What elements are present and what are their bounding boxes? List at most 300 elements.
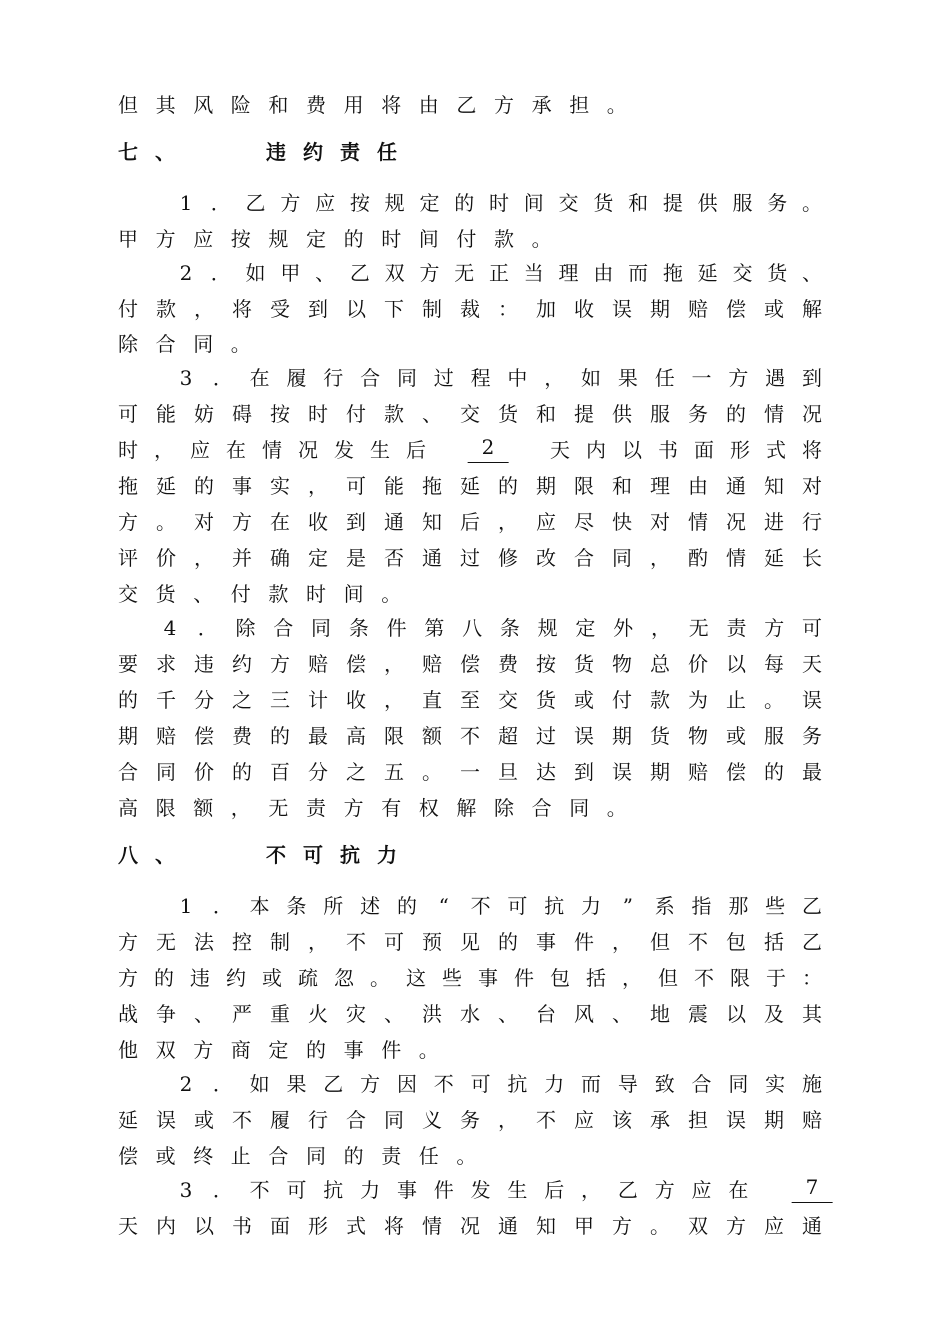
text-char: 可 (802, 616, 822, 640)
text-char: 加 (536, 297, 556, 321)
text-char: 违 (194, 652, 214, 676)
text-char: 用 (343, 93, 364, 117)
text-char: 责 (306, 796, 326, 820)
text-char: 抗 (340, 843, 360, 867)
text-char: 求 (156, 652, 176, 676)
text-char: 八 (118, 843, 138, 867)
text-char: 正 (489, 261, 509, 285)
text-char: 合 (691, 1072, 712, 1096)
text-char: 通 (422, 546, 442, 570)
text-char: 违 (266, 140, 286, 164)
text-char: 对 (650, 510, 670, 534)
text-char: 达 (536, 760, 556, 784)
text-char: 应 (536, 510, 556, 534)
text-char: 4 (163, 616, 177, 640)
text-char: 式 (346, 1214, 366, 1238)
text-char: 将 (381, 93, 402, 117)
text-char: 交 (498, 688, 518, 712)
text-char: 那 (728, 894, 749, 918)
text-char: 由 (688, 474, 708, 498)
text-char: 不 (346, 930, 366, 954)
text-char: 义 (422, 1108, 442, 1132)
text-char: 或 (194, 1108, 214, 1132)
text-char: 3 (179, 366, 193, 390)
text-char: 包 (726, 930, 746, 954)
text-char: 情 (764, 402, 784, 426)
text-char: 同 (306, 1144, 326, 1168)
text-char: 、 (193, 582, 214, 606)
text-char: 。 (764, 688, 784, 712)
text-char: 定 (268, 1038, 289, 1062)
text-char: 期 (650, 297, 670, 321)
text-char: 交 (558, 191, 579, 215)
text-char: 高 (346, 724, 366, 748)
text-char: 事 (536, 930, 556, 954)
text-char: 延 (764, 546, 784, 570)
text-char: ， (650, 616, 671, 640)
text-char: 时 (489, 191, 509, 215)
text-char: 进 (764, 510, 784, 534)
text-char: 可 (118, 402, 138, 426)
text-char: ： (802, 966, 822, 990)
text-char: 力 (360, 1178, 381, 1202)
text-char: 双 (688, 1214, 708, 1238)
text-char: 延 (118, 1108, 138, 1132)
text-char: 通 (498, 1214, 518, 1238)
text-char: 风 (574, 1002, 594, 1026)
text-char: 、 (315, 261, 336, 285)
text-char: 误 (726, 1108, 746, 1132)
text-char: 同 (384, 1108, 404, 1132)
text-char: 书 (232, 1214, 252, 1238)
text-char: 付 (118, 297, 138, 321)
text-char: 包 (550, 966, 570, 990)
text-char: 。 (156, 510, 176, 534)
text-char: 的 (726, 402, 746, 426)
text-line (0, 1172, 950, 1208)
text-char: 方 (118, 930, 138, 954)
text-char: 规 (268, 227, 289, 251)
text-char: ， (498, 1108, 518, 1132)
text-char: 通 (384, 510, 404, 534)
text-char: 一 (460, 760, 480, 784)
text-char: 是 (346, 546, 366, 570)
text-char: 按 (230, 227, 251, 251)
text-char: 过 (433, 366, 454, 390)
text-char: 合 (118, 760, 138, 784)
text-char: 在 (270, 510, 290, 534)
text-char: ． (212, 1178, 233, 1202)
text-char: 果 (286, 1072, 307, 1096)
text-line (0, 360, 950, 396)
text-char: 发 (334, 438, 354, 462)
text-char: 拖 (662, 261, 683, 285)
text-line (0, 682, 950, 718)
text-char: 后 (460, 510, 480, 534)
text-char: ” (622, 894, 633, 918)
text-char: 理 (650, 474, 670, 498)
text-char: ． (212, 894, 233, 918)
text-char: 抗 (323, 1178, 344, 1202)
text-char: 括 (764, 930, 784, 954)
text-char: 生 (507, 1178, 528, 1202)
text-line (0, 1102, 950, 1138)
text-char: 。 (802, 191, 822, 215)
text-char: 服 (650, 402, 670, 426)
text-char: 同 (569, 796, 590, 820)
text-char: 如 (581, 366, 602, 390)
text-char: 收 (308, 510, 328, 534)
text-char: ， (308, 930, 328, 954)
text-char: 水 (460, 1002, 480, 1026)
text-char: 同 (193, 332, 214, 356)
text-char: 、 (384, 1002, 404, 1026)
text-char: 或 (262, 966, 282, 990)
text-char: 裁 (460, 297, 480, 321)
text-char: 至 (460, 688, 480, 712)
text-char: 货 (155, 582, 176, 606)
text-char: 担 (569, 93, 590, 117)
text-char: 延 (460, 474, 480, 498)
text-char: 方 (155, 227, 176, 251)
text-char: 期 (612, 724, 632, 748)
text-char: 但 (658, 966, 678, 990)
text-char: 责 (726, 616, 747, 640)
text-char: 如 (245, 261, 266, 285)
text-char: 货 (650, 724, 670, 748)
text-char: ， (544, 366, 565, 390)
text-char: 法 (194, 930, 214, 954)
text-char: 赔 (308, 652, 328, 676)
text-char: 于 (766, 966, 786, 990)
text-char: 价 (194, 760, 214, 784)
text-char: 计 (308, 688, 328, 712)
text-char: 书 (658, 438, 678, 462)
text-line (0, 291, 950, 327)
text-char: 务 (460, 1108, 480, 1132)
text-char: 的 (270, 724, 290, 748)
text-char: 些 (442, 966, 462, 990)
text-char: 甲 (574, 1214, 594, 1238)
text-char: 面 (694, 438, 714, 462)
text-char: 直 (422, 688, 442, 712)
text-char: 忽 (334, 966, 354, 990)
text-char: 制 (270, 930, 290, 954)
text-char: 事 (478, 966, 498, 990)
text-char: 合 (531, 796, 552, 820)
text-char: ， (194, 546, 214, 570)
text-char: 。 (381, 582, 402, 606)
text-char: 的 (306, 1038, 326, 1062)
text-char: 误 (156, 1108, 176, 1132)
text-char: ， (581, 1178, 602, 1202)
text-char: 施 (802, 1072, 822, 1096)
text-char: 乙 (245, 191, 266, 215)
text-line (0, 1032, 950, 1068)
text-char: 任 (654, 366, 675, 390)
text-char: 条 (348, 616, 369, 640)
text-char: 可 (470, 1072, 491, 1096)
text-char: 付 (456, 227, 477, 251)
text-char: 无 (156, 930, 176, 954)
text-char: 乙 (323, 1072, 344, 1096)
text-char: 。 (230, 332, 251, 356)
text-char: 约 (232, 652, 252, 676)
text-char: 服 (732, 191, 753, 215)
text-char: 务 (802, 724, 822, 748)
text-char: 规 (384, 191, 405, 215)
text-char: 应 (193, 227, 214, 251)
text-char: ， (622, 966, 642, 990)
text-char: 权 (418, 796, 439, 820)
text-char: 合 (360, 366, 381, 390)
text-char: 时 (118, 438, 138, 462)
text-char: 天 (550, 438, 570, 462)
text-char: 以 (622, 438, 642, 462)
text-char: 况 (802, 402, 822, 426)
text-char: 乙 (802, 894, 822, 918)
text-char: 台 (536, 1002, 556, 1026)
text-char: 其 (155, 93, 176, 117)
text-char: ， (650, 546, 670, 570)
text-char: 限 (730, 966, 750, 990)
text-char: ， (154, 438, 174, 462)
text-char: 天 (802, 652, 822, 676)
text-char: 到 (802, 366, 822, 390)
text-char: 所 (323, 894, 344, 918)
text-char: 款 (156, 297, 176, 321)
text-char: 担 (688, 1108, 708, 1132)
text-char: 止 (230, 1144, 251, 1168)
text-char: 款 (268, 582, 289, 606)
text-char: 期 (118, 724, 138, 748)
text-line (0, 1138, 950, 1174)
text-char: 可 (303, 843, 323, 867)
text-char: 应 (574, 1108, 594, 1132)
text-char: ． (212, 1072, 233, 1096)
text-char: 的 (118, 688, 138, 712)
text-char: 力 (544, 1072, 565, 1096)
text-char: 力 (581, 894, 602, 918)
text-char: 受 (270, 297, 290, 321)
text-char: 按 (536, 652, 556, 676)
text-char: 交 (118, 582, 138, 606)
text-char: 高 (118, 796, 138, 820)
text-char: 合 (273, 616, 294, 640)
text-char: 方 (419, 261, 440, 285)
text-char: 同 (612, 546, 632, 570)
text-char: 他 (118, 1038, 138, 1062)
text-char: 内 (586, 438, 606, 462)
text-char: 拖 (118, 474, 138, 498)
text-char: 赔 (422, 652, 442, 676)
text-char: 不 (433, 1072, 454, 1096)
text-char: 收 (574, 297, 594, 321)
text-char: 行 (308, 1108, 328, 1132)
text-char: 、 (422, 402, 442, 426)
text-char: 有 (381, 796, 402, 820)
text-char: 事 (343, 1038, 364, 1062)
text-char: 2 (468, 432, 509, 463)
text-char: 这 (406, 966, 426, 990)
text-char: 到 (574, 760, 594, 784)
text-char: 甲 (118, 227, 138, 251)
text-char: 每 (764, 652, 784, 676)
text-char: 争 (156, 1002, 176, 1026)
text-char: 方 (494, 93, 514, 117)
text-char: 误 (574, 724, 594, 748)
text-char: 任 (418, 1144, 439, 1168)
text-char: 第 (424, 616, 445, 640)
text-char: 双 (155, 1038, 176, 1062)
text-char: 严 (232, 1002, 252, 1026)
text-line (0, 646, 950, 682)
text-char: 同 (311, 616, 332, 640)
text-char: 实 (270, 474, 290, 498)
text-char: 。 (650, 1214, 670, 1238)
text-char: ， (230, 796, 251, 820)
text-char: 定 (575, 616, 596, 640)
text-char: 或 (155, 1144, 176, 1168)
text-char: 以 (346, 297, 366, 321)
text-char: 约 (226, 966, 246, 990)
text-char: 限 (155, 796, 176, 820)
text-char: 百 (270, 760, 290, 784)
text-char: 务 (767, 191, 788, 215)
text-char: 的 (498, 930, 518, 954)
text-char: 期 (536, 474, 556, 498)
text-char: 件 (381, 1038, 402, 1062)
text-char: 款 (384, 402, 404, 426)
text-char: 定 (308, 546, 328, 570)
text-char: 致 (654, 1072, 675, 1096)
text-char: 险 (230, 93, 251, 117)
text-char: 止 (726, 688, 746, 712)
text-char: ， (194, 297, 214, 321)
text-char: 指 (691, 894, 712, 918)
text-char: 面 (270, 1214, 290, 1238)
text-char: 服 (764, 724, 784, 748)
text-char: ， (308, 474, 328, 498)
text-line (0, 221, 950, 257)
text-char: 件 (386, 616, 407, 640)
text-char: ： (498, 297, 518, 321)
text-char: ． (210, 191, 231, 215)
text-char: ， (384, 652, 404, 676)
text-char: 。 (418, 1038, 439, 1062)
text-char: 付 (346, 402, 366, 426)
text-char: 知 (422, 510, 442, 534)
text-char: 的 (232, 760, 252, 784)
text-char: 导 (617, 1072, 638, 1096)
text-char: 的 (343, 1144, 364, 1168)
text-char: 约 (303, 140, 323, 164)
text-char: 按 (270, 402, 290, 426)
text-char: 间 (343, 582, 364, 606)
text-char: 抗 (544, 894, 565, 918)
text-char: 确 (270, 546, 290, 570)
text-char: 7 (792, 1172, 833, 1203)
text-char: 之 (232, 688, 252, 712)
text-char: 合 (268, 1144, 289, 1168)
text-char: 修 (498, 546, 518, 570)
text-char: 况 (726, 510, 746, 534)
text-char: 、 (194, 1002, 214, 1026)
text-char: 甲 (280, 261, 301, 285)
text-char: 方 (270, 652, 290, 676)
text-char: 过 (460, 546, 480, 570)
text-char: 方 (232, 510, 252, 534)
text-char: 赔 (688, 297, 708, 321)
text-char: 战 (118, 1002, 138, 1026)
text-char: 额 (422, 724, 442, 748)
text-char: 通 (726, 474, 746, 498)
text-char: 理 (558, 261, 579, 285)
text-char: 偿 (460, 652, 480, 676)
text-char: 长 (802, 546, 822, 570)
text-char: 但 (650, 930, 670, 954)
text-char: 震 (688, 1002, 708, 1026)
text-char: 该 (612, 1108, 632, 1132)
text-char: 能 (384, 474, 404, 498)
text-char: 实 (765, 1072, 786, 1096)
text-char: 而 (581, 1072, 602, 1096)
text-char: 妨 (194, 402, 214, 426)
text-char: 除 (118, 332, 138, 356)
text-char: 合 (346, 1108, 366, 1132)
text-char: 赔 (802, 1108, 822, 1132)
text-line (0, 924, 950, 960)
text-char: 程 (470, 366, 491, 390)
text-char: 过 (536, 724, 556, 748)
text-char: 最 (802, 760, 822, 784)
text-char: 款 (494, 227, 514, 251)
text-char: 下 (384, 297, 404, 321)
text-char: 内 (156, 1214, 176, 1238)
text-char: 除 (235, 616, 256, 640)
text-char: 的 (498, 474, 518, 498)
text-char: 事 (232, 474, 252, 498)
text-char: 费 (306, 93, 326, 117)
text-line (0, 396, 950, 432)
text-char: 应 (190, 438, 210, 462)
text-char: 延 (156, 474, 176, 498)
text-char: 货 (593, 191, 614, 215)
text-char: 承 (650, 1108, 670, 1132)
text-char: 乙 (456, 93, 477, 117)
text-char: 时 (308, 402, 328, 426)
text-char: 疏 (298, 966, 318, 990)
text-line (0, 468, 950, 504)
text-char: 知 (536, 1214, 556, 1238)
text-char: 货 (767, 261, 788, 285)
text-char: 、 (155, 843, 175, 867)
text-char: 况 (460, 1214, 480, 1238)
text-char: 不 (688, 930, 708, 954)
text-char: 在 (226, 438, 246, 462)
text-line (0, 185, 950, 221)
text-char: 履 (270, 1108, 290, 1132)
text-char: 天 (118, 1214, 138, 1238)
text-char: 否 (384, 546, 404, 570)
text-char: 交 (460, 402, 480, 426)
text-char: 能 (156, 402, 176, 426)
text-char: 限 (574, 474, 594, 498)
text-char: 无 (454, 261, 475, 285)
text-char: 、 (612, 1002, 632, 1026)
text-char: 果 (617, 366, 638, 390)
text-char: 的 (454, 191, 475, 215)
